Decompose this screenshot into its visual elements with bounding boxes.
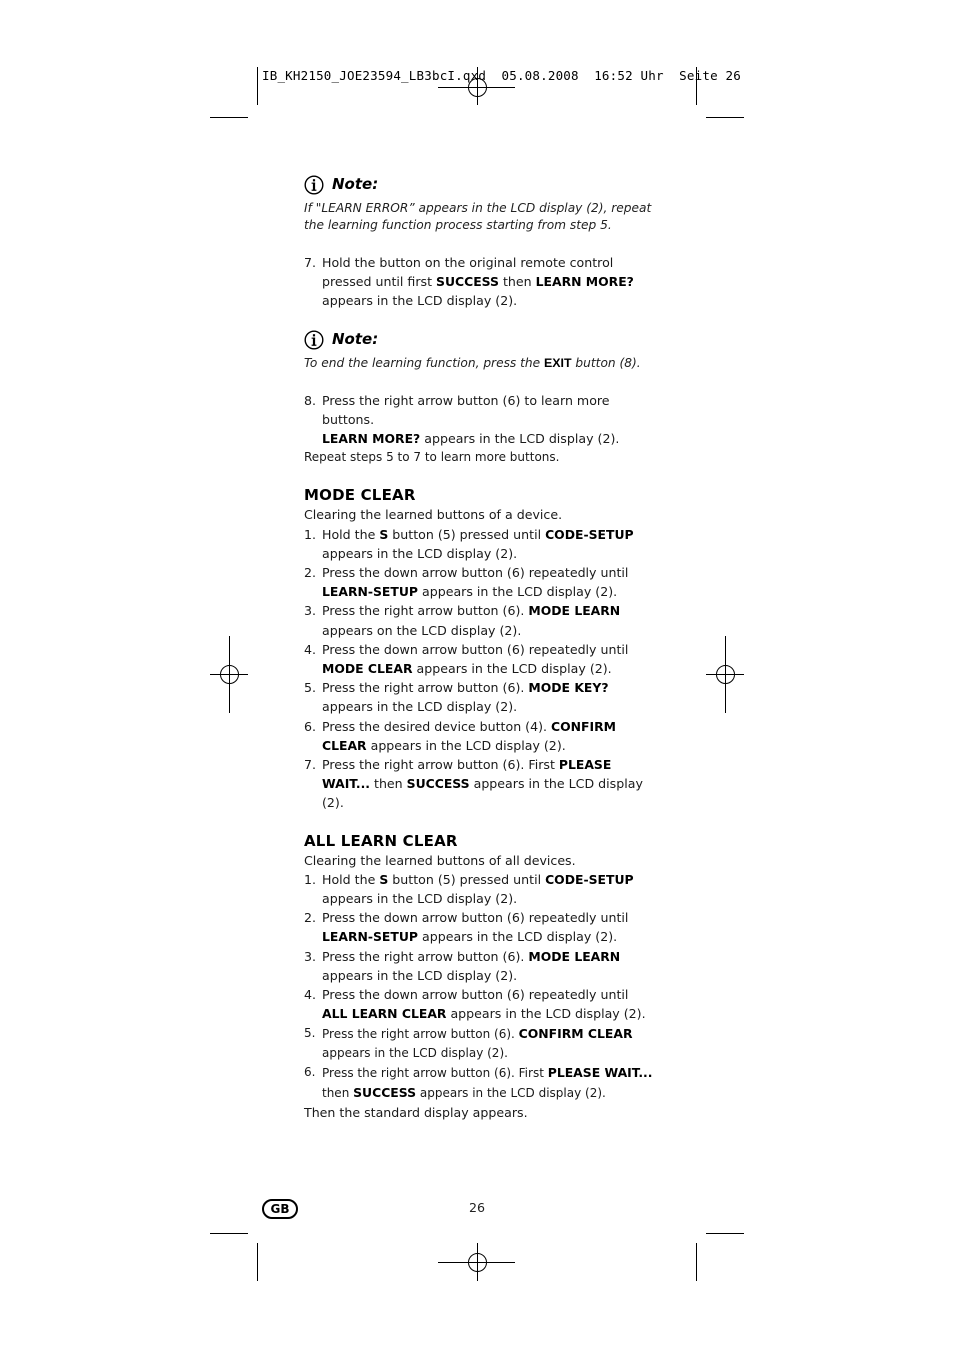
all-learn-clear-step-2 (304, 908, 654, 946)
step-text: Hold the (322, 526, 380, 542)
step-text: then (370, 776, 407, 792)
step-number: 4. (304, 987, 317, 1003)
mode-clear-step-5 (304, 678, 654, 716)
note-heading (304, 325, 654, 355)
note-title: Note: (332, 175, 379, 194)
lcd-keyword: SUCCESS (353, 1085, 417, 1101)
step-text: appears in the LCD display (2). (322, 776, 643, 811)
step-text: appears in the LCD display (2). (412, 661, 612, 677)
lcd-keyword: CODE-SETUP (545, 526, 634, 542)
step-text: appears in the LCD display (2). (420, 431, 620, 447)
lcd-keyword: ALL LEARN CLEAR (322, 1006, 447, 1022)
step-text: button (5) pressed until (388, 871, 546, 887)
all-learn-clear-step-6 (304, 1063, 654, 1103)
mode-clear-step-1 (304, 525, 654, 563)
step-text: Press the desired device button (4). (322, 718, 552, 734)
step-text: appears in the LCD display (2). (322, 545, 518, 561)
language-badge: GB (262, 1199, 298, 1219)
step-text: Hold the (322, 871, 380, 887)
step-text: Press the down arrow button (6) repeatedly until (322, 987, 629, 1003)
step-text: Press the right arrow button (6). First (322, 757, 559, 773)
lcd-keyword: SUCCESS (406, 776, 470, 792)
info-icon (304, 330, 324, 350)
step-text: Press the right arrow button (6). (322, 603, 529, 619)
note-text-part: button (8). (571, 355, 641, 370)
lcd-keyword: LEARN MORE? (322, 431, 421, 447)
step-text: appears in the LCD display (2). (322, 967, 518, 983)
lcd-keyword: CONFIRM CLEAR (322, 718, 616, 753)
step-number: 8. (304, 392, 317, 408)
lcd-keyword: LEARN-SETUP (322, 584, 418, 600)
step-text: appears in the LCD display (2). (322, 891, 518, 907)
step-text: Press the right arrow button (6). (322, 948, 529, 964)
step-number: 3. (304, 603, 317, 619)
step-number: 2. (304, 565, 317, 581)
lcd-keyword: MODE LEARN (528, 948, 621, 964)
step-number: 6. (304, 718, 317, 734)
step-text: Press the right arrow button (6) to learn more buttons. (322, 392, 610, 427)
all-learn-clear-step-5 (304, 1024, 654, 1063)
exit-keyword: EXIT (544, 355, 572, 370)
step-text: Hold the button on the original remote control pressed until first (322, 255, 614, 290)
print-slug-line: IB_KH2150_JOE23594_LB3bcI.qxd 05.08.2008 16:52 Uhr Seite 26 (262, 68, 741, 83)
step-number: 5. (304, 1025, 316, 1040)
button-keyword: S (379, 871, 389, 887)
lcd-keyword: MODE KEY? (528, 680, 609, 696)
page-number: 26 (468, 1200, 486, 1215)
lcd-keyword: CODE-SETUP (545, 871, 634, 887)
note-text: If "LEARN ERROR” appears in the LCD display (2), repeat the learning function process starting from step 5. (304, 201, 652, 232)
all-learn-clear-step-3 (304, 947, 654, 985)
note-box (304, 170, 654, 234)
section-title-mode-clear: MODE CLEAR (304, 486, 416, 505)
lcd-keyword: SUCCESS (436, 274, 499, 290)
section-intro: Clearing the learned buttons of a device. (304, 507, 563, 523)
step-text: Press the down arrow button (6) repeatedly until (322, 565, 629, 581)
mode-clear-step-6 (304, 717, 654, 755)
all-learn-clear-step-1 (304, 870, 654, 908)
lcd-keyword: LEARN-SETUP (322, 929, 418, 945)
step-text: appears in the LCD display (2). (322, 293, 518, 309)
step-text: then (322, 1086, 354, 1101)
step-number: 1. (304, 871, 317, 887)
step-text: appears in the LCD display (2). (322, 1045, 508, 1060)
lcd-keyword: PLEASE WAIT... (322, 757, 612, 792)
lcd-keyword: MODE LEARN (528, 603, 621, 619)
mode-clear-step-7 (304, 755, 654, 813)
lcd-keyword: CONFIRM CLEAR (518, 1025, 633, 1041)
repeat-instruction: Repeat steps 5 to 7 to learn more buttons. (304, 450, 560, 465)
step-text: button (5) pressed until (388, 526, 546, 542)
step-7 (304, 253, 654, 311)
lcd-keyword: LEARN MORE? (535, 274, 634, 290)
info-icon (304, 175, 324, 195)
step-number: 7. (304, 757, 317, 773)
note-box (304, 325, 654, 372)
step-text: appears in the LCD display (2). (322, 699, 518, 715)
step-text: Press the down arrow button (6) repeatedly until (322, 641, 629, 657)
note-heading (304, 170, 654, 200)
step-number: 6. (304, 1064, 316, 1079)
step-number: 1. (304, 526, 317, 542)
page-content (304, 170, 654, 1123)
step-text: appears in the LCD display (2). (418, 929, 618, 945)
section-title-all-learn-clear: ALL LEARN CLEAR (304, 831, 458, 850)
mode-clear-step-3 (304, 601, 654, 639)
note-text (304, 355, 654, 372)
step-text: appears in the LCD display (2). (446, 1006, 646, 1022)
step-number: 5. (304, 680, 317, 696)
note-text-part: To end the learning function, press the (304, 355, 545, 370)
lcd-keyword: MODE CLEAR (322, 661, 413, 677)
step-text: appears on the LCD display (2). (322, 622, 522, 638)
note-title: Note: (332, 330, 379, 348)
step-number: 7. (304, 255, 317, 270)
step-text: appears in the LCD display (2). (416, 1086, 606, 1101)
section-intro: Clearing the learned buttons of all devices. (304, 852, 576, 868)
step-text: Press the right arrow button (6). (322, 1026, 519, 1041)
step-number: 3. (304, 948, 317, 964)
step-8 (304, 391, 654, 449)
lcd-keyword: PLEASE WAIT... (547, 1064, 653, 1080)
step-text: appears in the LCD display (2). (366, 737, 566, 753)
step-text: appears in the LCD display (2). (418, 584, 618, 600)
section-outro: Then the standard display appears. (304, 1105, 528, 1121)
step-text: Press the down arrow button (6) repeatedly until (322, 910, 629, 926)
all-learn-clear-step-4 (304, 985, 654, 1023)
step-text: Press the right arrow button (6). (322, 680, 529, 696)
step-number: 4. (304, 641, 317, 657)
mode-clear-step-2 (304, 563, 654, 601)
step-number: 2. (304, 910, 317, 926)
step-text: Press the right arrow button (6). First (322, 1065, 548, 1080)
step-text: then (498, 274, 536, 290)
mode-clear-step-4 (304, 640, 654, 678)
button-keyword: S (379, 526, 389, 542)
